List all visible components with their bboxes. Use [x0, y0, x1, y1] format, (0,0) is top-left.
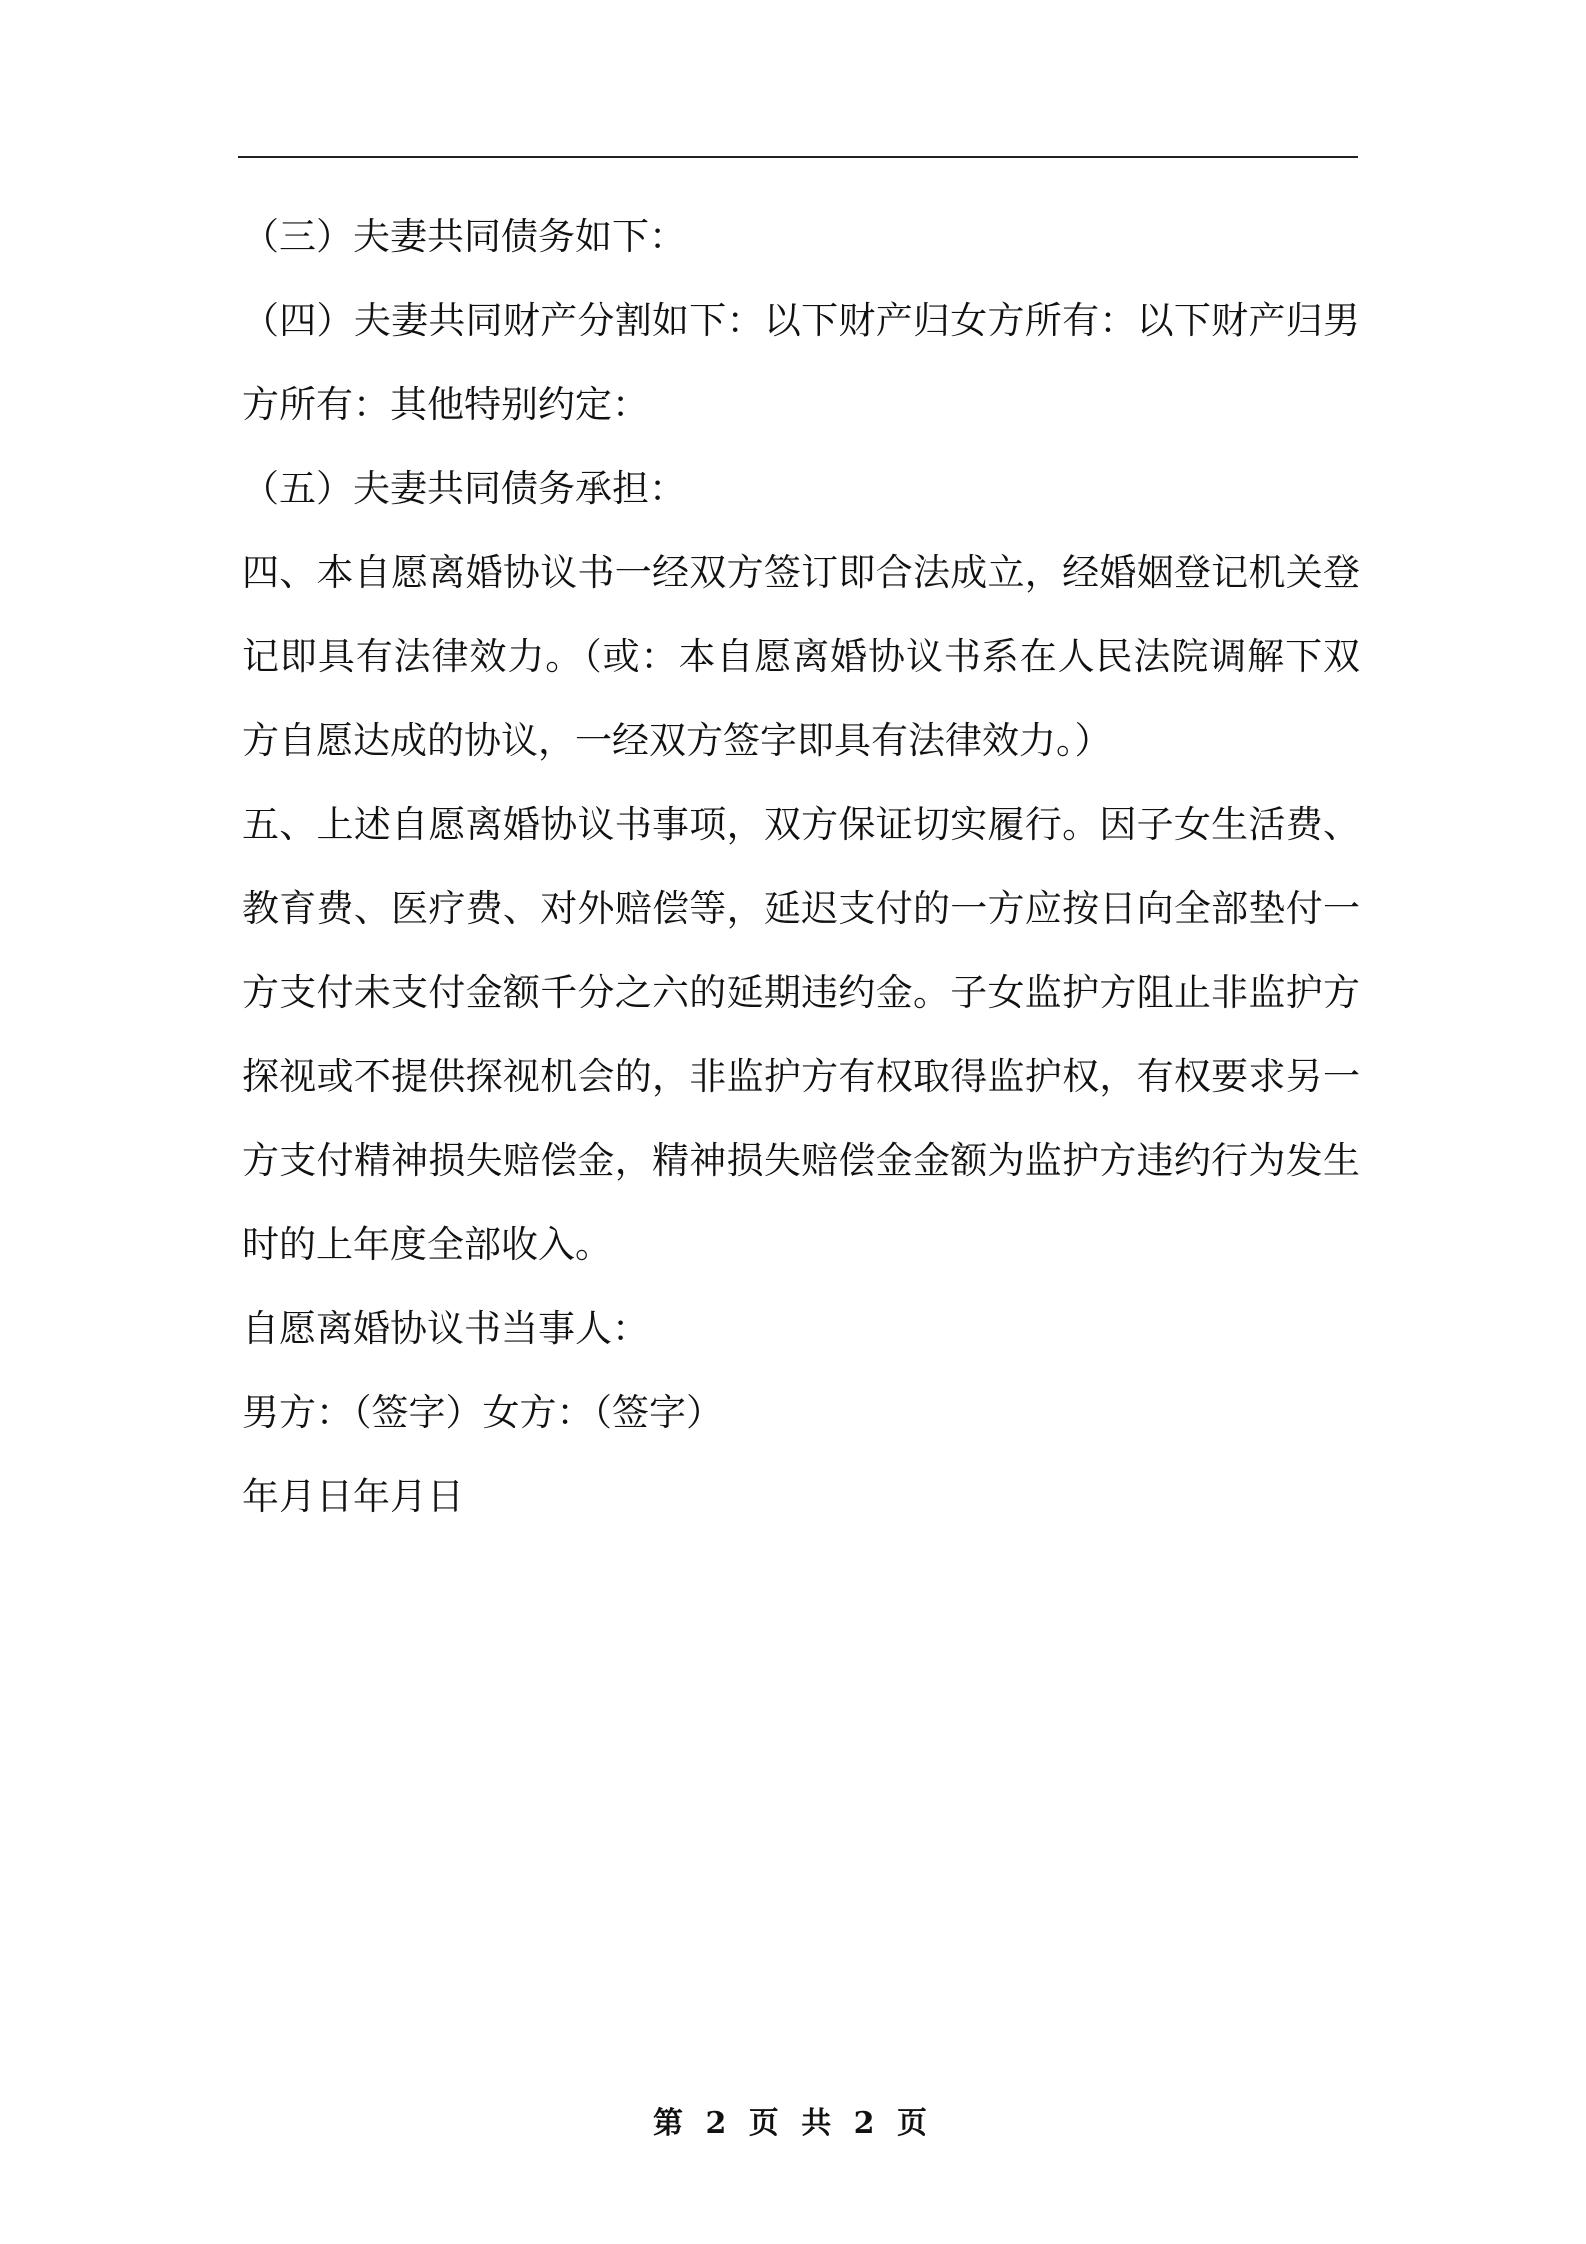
header-rule	[238, 156, 1358, 158]
paragraph-debt-bearing: （五）夫妻共同债务承担：	[242, 467, 686, 510]
document-body	[242, 195, 1360, 1539]
paragraph-parties: 自愿离婚协议书当事人：	[242, 1307, 649, 1350]
paragraph-property-division: （四）夫妻共同财产分割如下：以下财产归女方所有：以下财产归男方所有：其他特别约定：	[242, 299, 1360, 426]
paragraph-dates: 年月日年月日	[242, 1475, 464, 1518]
page-number: 第 2 页 共 2 页	[653, 2106, 933, 2141]
paragraph-clause-five: 五、上述自愿离婚协议书事项，双方保证切实履行。因子女生活费、教育费、医疗费、对外赔偿等，延迟支付的一方应按日向全部垫付一方支付未支付金额千分之六的延期违约金。子女监护方阻止非监护方探视或不提供探视机会的，非监护方有权取得监护权，有权要求另一方支付精神损失赔偿金，精神损失赔偿金金额为监护方违约行为发生时的上年度全部收入。	[242, 803, 1360, 1266]
paragraph-joint-debts: （三）夫妻共同债务如下：	[242, 215, 686, 258]
paragraph-signatures: 男方：（签字）女方：（签字）	[242, 1391, 723, 1434]
paragraph-clause-four: 四、本自愿离婚协议书一经双方签订即合法成立，经婚姻登记机关登记即具有法律效力。（或：本自愿离婚协议书系在人民法院调解下双方自愿达成的协议，一经双方签字即具有法律效力。）	[242, 551, 1360, 762]
